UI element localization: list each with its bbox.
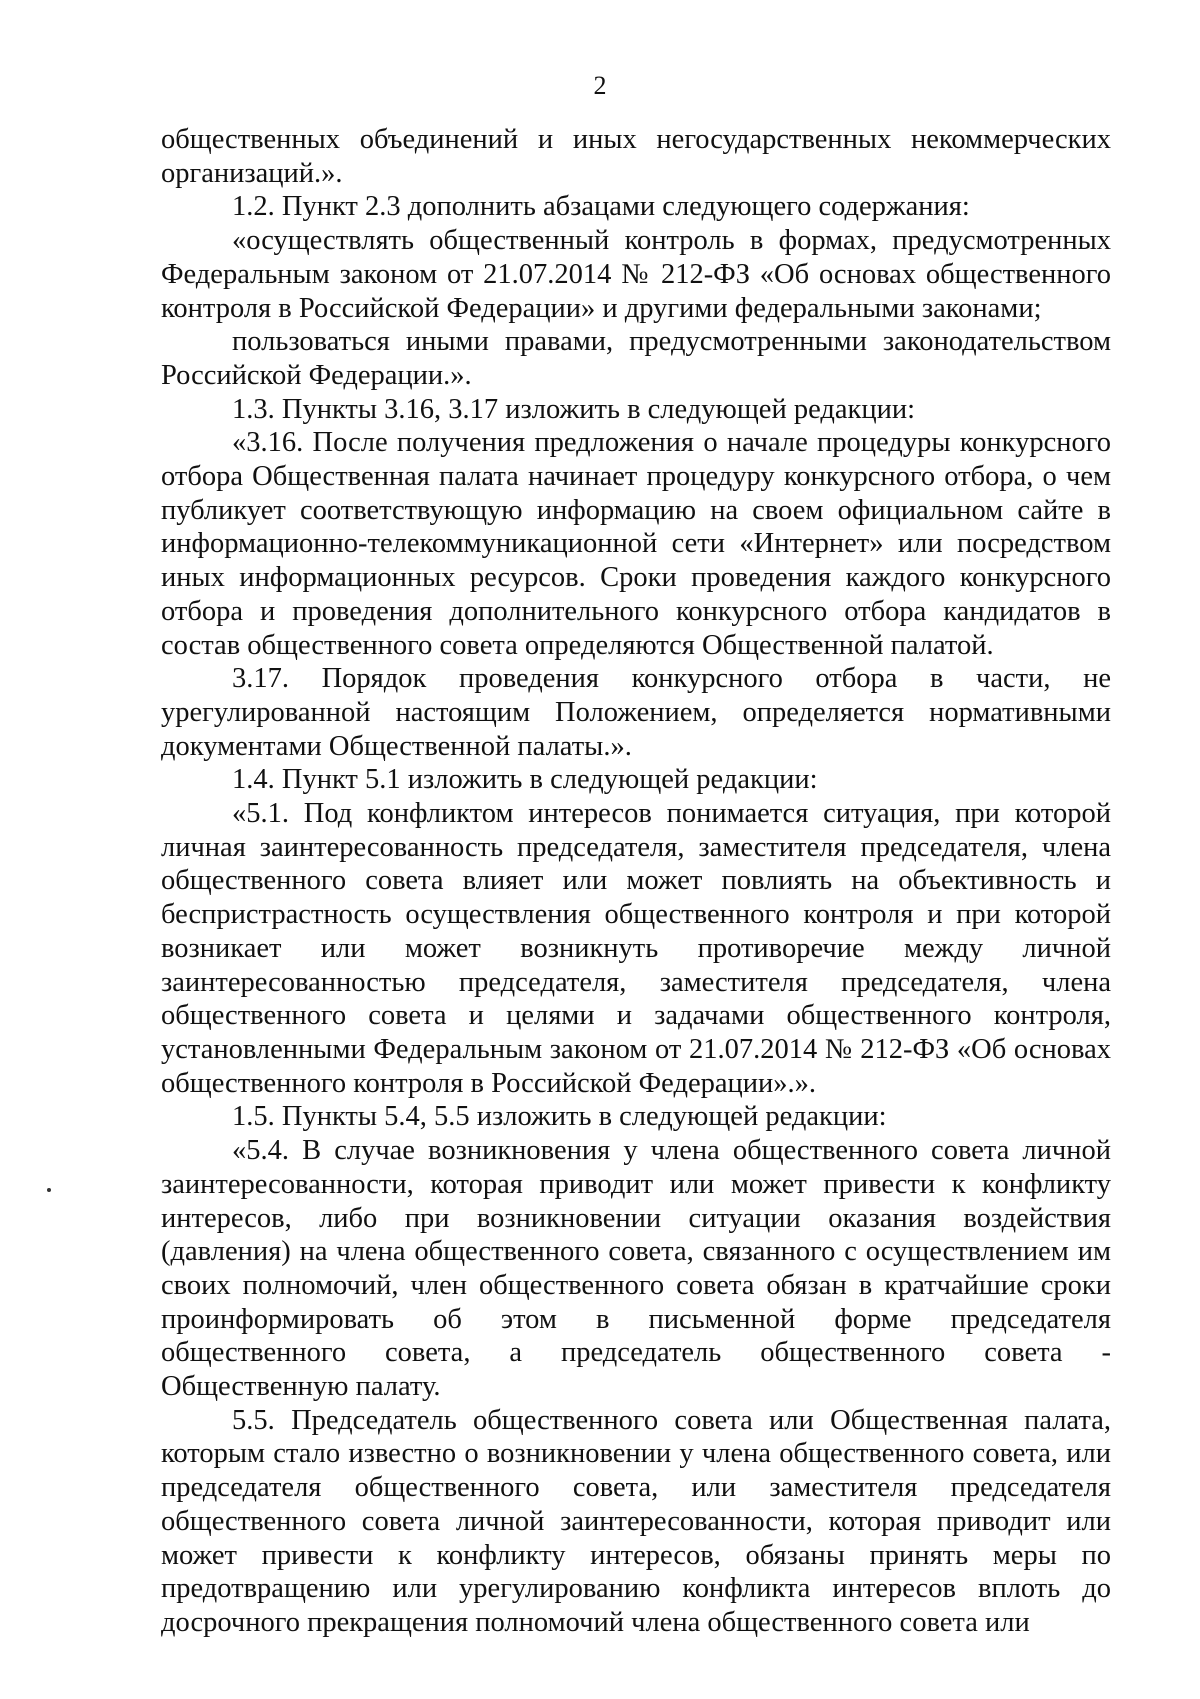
paragraph-1-3-heading: 1.3. Пункты 3.16, 3.17 изложить в следующей редакции: bbox=[232, 393, 916, 425]
paragraph-3-16: «3.16. После получения предложения о начале процедуры конкурсного отбора Общественная палата начинает процедуру конкурсного отбора, о чем публикует соответствующую информацию на своем официальном сайте в информационно-телекоммуникационной сети «Интернет» или посредством иных информационных ресурсов. Сроки проведения каждого конкурсного отбора и проведения дополнительного конкурсного отбора кандидатов в состав общественного совета определяются Общественной палатой. bbox=[161, 427, 1111, 661]
paragraph-1-5-heading: 1.5. Пункты 5.4, 5.5 изложить в следующей редакции: bbox=[232, 1101, 887, 1133]
paragraph-continuation: общественных объединений и иных негосударственных некоммерческих организаций.». bbox=[161, 124, 1111, 189]
paragraph-5-4: «5.4. В случае возникновения у члена общественного совета личной заинтересованности, которая приводит или может привести к конфликту интересов, либо при возникновении ситуации оказания воздействия (давления) на члена общественного совета, связанного с осуществлением им своих полномочий, член общественного совета обязан в кратчайшие сроки проинформировать об этом в письменной форме председателя общественного совета, а председатель общественного совета - Общественную палату. bbox=[161, 1135, 1111, 1403]
scan-artifact-dot bbox=[47, 1188, 51, 1192]
document-body bbox=[161, 123, 1111, 1640]
paragraph-1-2-heading: 1.2. Пункт 2.3 дополнить абзацами следующего содержания: bbox=[232, 191, 970, 223]
paragraph-other-rights: пользоваться иными правами, предусмотренными законодательством Российской Федерации.». bbox=[161, 326, 1111, 391]
paragraph-5-5: 5.5. Председатель общественного совета или Общественная палата, которым стало известно о возникновении у члена общественного совета, или председателя общественного совета, или заместителя председателя общественного совета личной заинтересованности, которая приводит или может привести к конфликту интересов, обязаны принять меры по предотвращению или урегулированию конфликта интересов вплоть до досрочного прекращения полномочий члена общественного совета или bbox=[161, 1404, 1111, 1638]
paragraph-1-4-heading: 1.4. Пункт 5.1 изложить в следующей редакции: bbox=[232, 764, 818, 796]
paragraph-public-control: «осуществлять общественный контроль в формах, предусмотренных Федеральным законом от 21.07.2014 № 212-ФЗ «Об основах общественного контроля в Российской Федерации» и другими федеральными законами; bbox=[161, 225, 1111, 324]
paragraph-3-17: 3.17. Порядок проведения конкурсного отбора в части, не урегулированной настоящим Положением, определяется нормативными документами Общественной палаты.». bbox=[161, 663, 1111, 762]
paragraph-5-1: «5.1. Под конфликтом интересов понимается ситуация, при которой личная заинтересованность председателя, заместителя председателя, члена общественного совета влияет или может повлиять на объективность и беспристрастность осуществления общественного контроля и при которой возникает или может возникнуть противоречие между личной заинтересованностью председателя, заместителя председателя, члена общественного совета и целями и задачами общественного контроля, установленными Федеральным законом от 21.07.2014 № 212-ФЗ «Об основах общественного контроля в Российской Федерации».». bbox=[161, 798, 1111, 1099]
page-number: 2 bbox=[593, 71, 607, 100]
